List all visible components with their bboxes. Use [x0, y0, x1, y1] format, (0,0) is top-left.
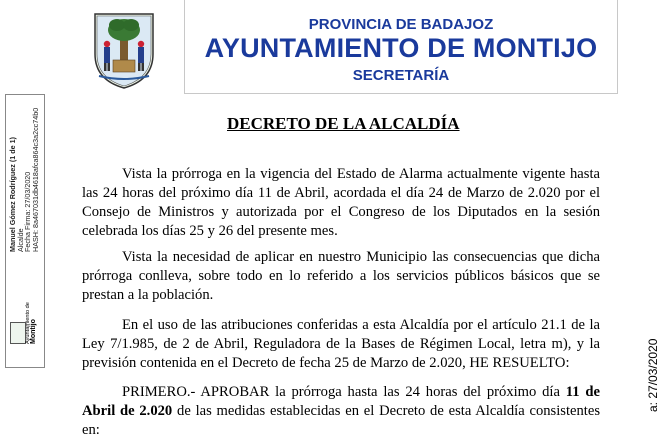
paragraph-4-bold: 11 de Abril de 2.020 [82, 384, 600, 419]
paragraph-3 [82, 316, 600, 373]
council-name: AYUNTAMIENTO DE MONTIJO [204, 33, 598, 63]
signature-date: Fecha Firma: 27/03/2020 [23, 171, 33, 252]
paragraph-4-text-a: PRIMERO.- APROBAR la prórroga hasta las 24 horas del próximo día [122, 384, 560, 400]
paragraph-4 [82, 383, 600, 440]
paragraph-2 [82, 248, 600, 305]
signature-details [9, 108, 39, 252]
validation-date: a: 27/03/2020 [646, 338, 660, 412]
department-name: SECRETARÍA [352, 67, 450, 84]
paragraph-2-text: Vista la necesidad de aplicar en nuestro Municipio las consecuencias que dicha prórroga conlleva, sobre todo en lo referido a los servicios públicos básicos que se prestan a la población. [82, 249, 600, 303]
document-title: DECRETO DE LA ALCALDÍA [227, 114, 460, 133]
stamp-logo-big: Montijo [30, 319, 37, 344]
signer-name: Manuel Gómez Rodríguez (1 de 1) [8, 136, 17, 252]
paragraph-1-text: Vista la prórroga en la vigencia del Estado de Alarma actualmente vigente hasta las 24 horas del próximo día 11 de Abril, acordada el día 24 de Marzo de 2.020 por el Consejo de Ministros y autorizada por el Congreso de los Diputados en la sesión celebrada los días 25 y 26 del presente mes. [82, 166, 600, 239]
letterhead [184, 0, 618, 94]
stamp-logo-icon [10, 322, 26, 344]
province-name: PROVINCIA DE BADAJOZ [308, 16, 494, 33]
paragraph-1 [82, 165, 600, 241]
signer-role: Alcalde [15, 228, 25, 252]
stamp-logo-small: Ayuntamiento de [25, 302, 31, 344]
paragraph-3-text: En el uso de las atribuciones conferidas a esta Alcaldía por el artículo 21.1 de la Ley 7/1.985, de 2 de Abril, Reguladora de la Bases de Régimen Local, letra m), y la previsión contenida en el Decreto de fecha 25 de Marzo de 2.020, HE RESUELTO: [82, 317, 600, 371]
signature-hash: HASH: 8a467031db4618afca864c3a2cc74b0 [30, 107, 40, 252]
coat-of-arms-logo [91, 10, 157, 90]
stamp-logo-text [25, 302, 37, 344]
paragraph-4-text-b: de las medidas establecidas en el Decreto de esta Alcaldía consistentes en: [82, 403, 600, 438]
